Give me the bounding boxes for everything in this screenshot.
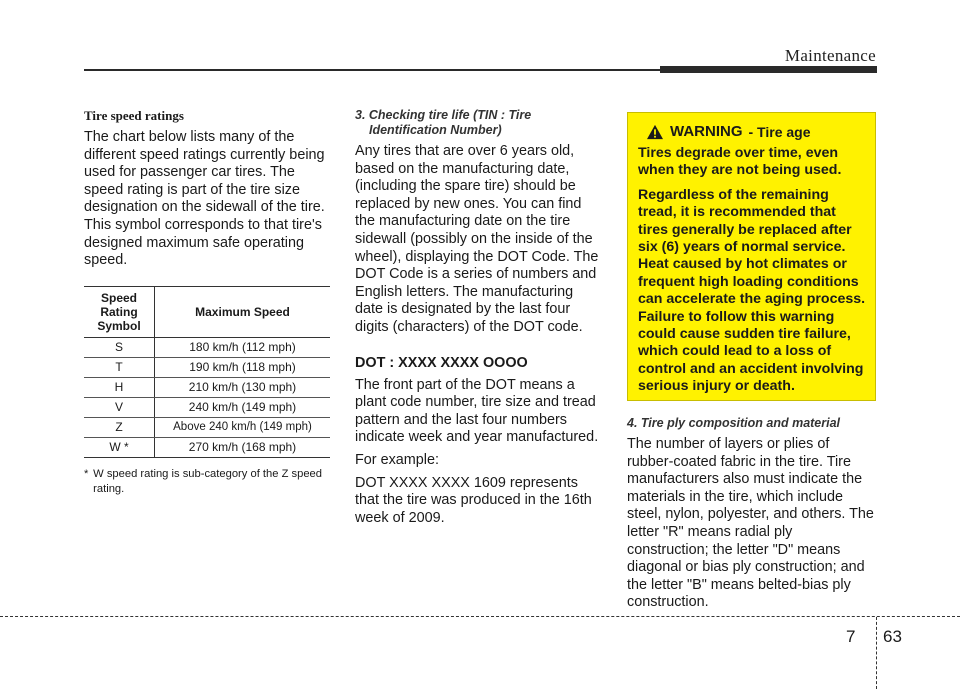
dot-code-format: DOT : XXXX XXXX OOOO bbox=[355, 354, 528, 371]
warning-text-1: Tires degrade over time, even when they are not being used. bbox=[638, 145, 842, 179]
warning-triangle-icon bbox=[646, 124, 664, 140]
table-row bbox=[84, 337, 330, 357]
speed-ratings-paragraph: The chart below lists many of the different speed ratings currently being used for passenger car tires. The speed rating is part of the tire size designation on the sidewall of the tire. This symbol corresponds to that tire's designed maximum safe operating speed. bbox=[84, 129, 325, 269]
speed-ratings-column bbox=[84, 108, 334, 497]
symbol-column-header: Speed Rating Symbol bbox=[84, 286, 155, 337]
speed-rating-table bbox=[84, 286, 330, 458]
warning-subtitle: - Tire age bbox=[748, 123, 811, 140]
speed-ratings-title: Tire speed ratings bbox=[84, 108, 184, 123]
table-cell-symbol: Z bbox=[84, 417, 155, 437]
page-number: 63 bbox=[883, 627, 902, 646]
footer-divider bbox=[0, 616, 960, 617]
footer-page-divider bbox=[876, 617, 877, 689]
table-cell-speed: 270 km/h (168 mph) bbox=[155, 437, 331, 457]
header-rule bbox=[84, 69, 660, 71]
table-cell-symbol: S bbox=[84, 337, 155, 357]
chapter-number: 7 bbox=[846, 627, 856, 646]
table-cell-symbol: H bbox=[84, 377, 155, 397]
ply-heading: 4. Tire ply composition and material bbox=[627, 416, 841, 430]
page-header-title: Maintenance bbox=[784, 46, 876, 65]
table-row bbox=[84, 397, 330, 417]
table-cell-symbol: W * bbox=[84, 437, 155, 457]
tire-life-column bbox=[355, 108, 605, 527]
tire-life-heading: 3. Checking tire life (TIN : Tire Identification Number) bbox=[355, 108, 532, 137]
tire-age-warning-box bbox=[627, 112, 876, 401]
table-header-row bbox=[84, 286, 330, 337]
tire-life-paragraph: Any tires that are over 6 years old, based on the manufacturing date, (including the spare tire) should be replaced by new ones. You can find the manufacturing date on the tire sidewall (possibly on the inside of the wheel), displaying the DOT Code. The DOT Code is a series of numbers and English letters. The manufacturing date is designated by the last four digits (characters) of the DOT code. bbox=[355, 143, 599, 335]
footnote-star: * bbox=[84, 467, 89, 480]
footnote-text: W speed rating is sub-category of the Z speed rating. bbox=[93, 467, 322, 495]
table-row bbox=[84, 437, 330, 457]
table-cell-speed: 190 km/h (118 mph) bbox=[155, 357, 331, 377]
table-cell-symbol: T bbox=[84, 357, 155, 377]
warning-title: WARNING bbox=[670, 123, 743, 140]
ply-paragraph: The number of layers or plies of rubber-coated fabric in the tire. Tire manufacturers also must indicate the materials in the tire, which include steel, nylon, polyester, and others. The letter "R" means radial ply construction; the letter "D" means diagonal or bias ply construction; and the letter "B" means belted-bias ply construction. bbox=[627, 436, 874, 611]
warning-header bbox=[638, 123, 866, 140]
table-cell-speed: 240 km/h (149 mph) bbox=[155, 397, 331, 417]
dot-explanation-paragraph: The front part of the DOT means a plant code number, tire size and tread pattern and the last four numbers indicate week and year manufactured. bbox=[355, 376, 599, 446]
warning-text-2: Regardless of the remaining tread, it is recommended that tires generally be replaced after six (6) years of normal service. Heat caused by hot climates or frequent high loading conditions can accelerate the aging process. Failure to follow this warning could cause sudden tire failure, which could lead to a loss of control and an accident involving serious injury or death. bbox=[638, 186, 866, 395]
max-speed-column-header: Maximum Speed bbox=[155, 286, 331, 337]
table-footnote bbox=[84, 467, 334, 497]
example-paragraph: DOT XXXX XXXX 1609 represents that the tire was produced in the 16th week of 2009. bbox=[355, 474, 592, 526]
table-row bbox=[84, 377, 330, 397]
header-bar bbox=[660, 66, 877, 73]
table-row bbox=[84, 417, 330, 437]
table-cell-speed: Above 240 km/h (149 mph) bbox=[155, 417, 331, 437]
table-cell-speed: 210 km/h (130 mph) bbox=[155, 377, 331, 397]
table-cell-symbol: V bbox=[84, 397, 155, 417]
ply-composition-section bbox=[627, 416, 877, 612]
table-row bbox=[84, 357, 330, 377]
table-cell-speed: 180 km/h (112 mph) bbox=[155, 337, 331, 357]
example-label: For example: bbox=[355, 451, 439, 468]
